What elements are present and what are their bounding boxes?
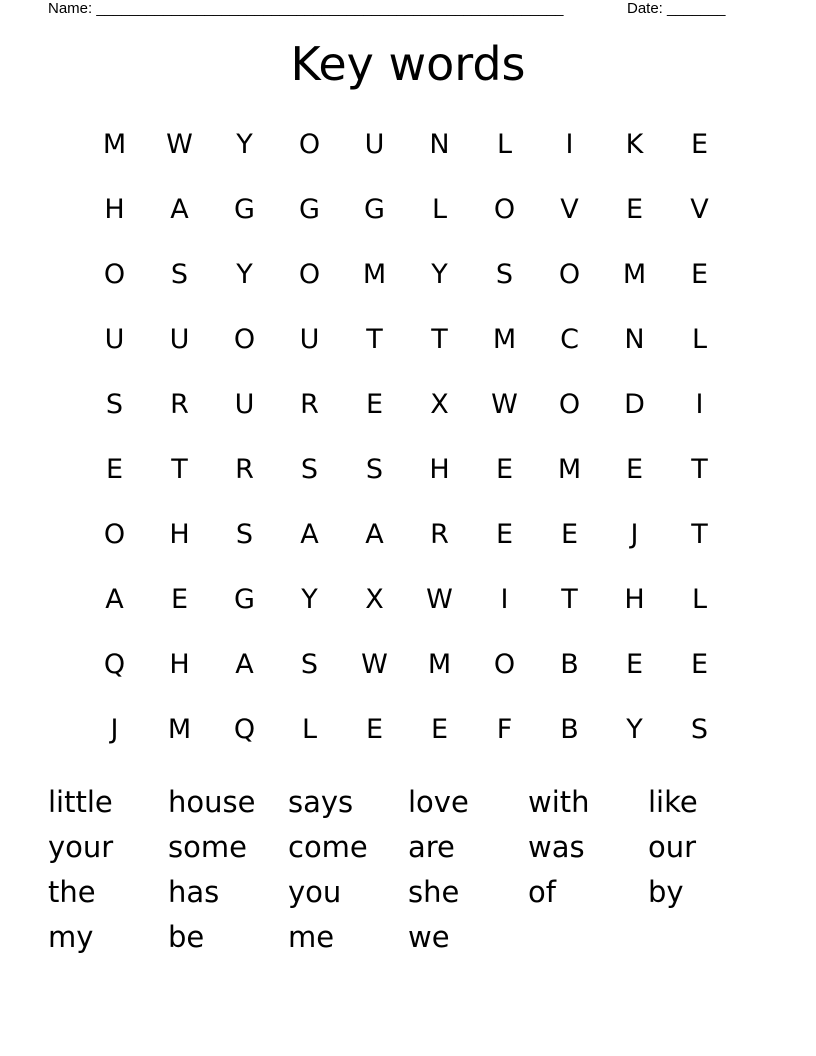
- grid-letter: T: [561, 584, 578, 615]
- grid-letter: E: [170, 584, 189, 615]
- grid-letter: A: [235, 649, 254, 680]
- grid-letter: J: [630, 519, 639, 550]
- page-title: Key words: [290, 37, 526, 91]
- grid-letter: S: [365, 454, 384, 485]
- grid-letter: R: [430, 519, 449, 550]
- grid-letter: Y: [626, 714, 643, 745]
- grid-letter: M: [557, 454, 582, 485]
- grid-letter: H: [429, 454, 450, 485]
- word-bank-item: you: [288, 875, 342, 909]
- grid-letter: S: [495, 259, 514, 290]
- grid-letter: E: [430, 714, 449, 745]
- grid-letter: E: [105, 454, 124, 485]
- grid-letter: H: [169, 649, 190, 680]
- grid-letter: U: [364, 129, 385, 160]
- grid-letter: K: [625, 129, 644, 160]
- word-bank-item: my: [48, 920, 94, 954]
- grid-letter: X: [365, 584, 384, 615]
- grid-letter: E: [690, 129, 709, 160]
- grid-letter: L: [301, 714, 318, 745]
- word-bank-item: little: [48, 785, 113, 819]
- word-bank-item: was: [528, 830, 585, 864]
- word-bank-item: our: [648, 830, 697, 864]
- grid-letter: O: [558, 389, 581, 420]
- grid-letter: I: [500, 584, 509, 615]
- grid-letter: O: [103, 259, 126, 290]
- grid-letter: T: [691, 519, 708, 550]
- date-field-line: Date: _______: [627, 0, 726, 17]
- word-bank-item: has: [168, 875, 220, 909]
- grid-letter: E: [365, 389, 384, 420]
- grid-letter: O: [103, 519, 126, 550]
- grid-letter: E: [495, 519, 514, 550]
- grid-letter: E: [625, 194, 644, 225]
- grid-letter: E: [690, 259, 709, 290]
- grid-letter: O: [493, 194, 516, 225]
- word-bank-item: come: [288, 830, 368, 864]
- grid-letter: R: [300, 389, 319, 420]
- grid-letter: L: [496, 129, 513, 160]
- grid-letter: Y: [236, 259, 253, 290]
- grid-letter: Q: [233, 714, 256, 745]
- grid-letter: L: [691, 324, 708, 355]
- grid-letter: E: [690, 649, 709, 680]
- grid-letter: U: [104, 324, 125, 355]
- word-bank-item: [648, 916, 768, 961]
- grid-letter: X: [430, 389, 449, 420]
- grid-letter: M: [427, 649, 452, 680]
- grid-letter: S: [300, 454, 319, 485]
- grid-letter: R: [170, 389, 189, 420]
- word-bank-item: house: [168, 785, 256, 819]
- grid-letter: G: [234, 584, 255, 615]
- grid-letter: V: [690, 194, 709, 225]
- word-bank-item: be: [168, 920, 205, 954]
- grid-letter: R: [235, 454, 254, 485]
- grid-letter: W: [166, 129, 193, 160]
- word-bank-item: me: [288, 920, 335, 954]
- grid-letter: T: [171, 454, 188, 485]
- grid-letter: M: [492, 324, 517, 355]
- grid-letter: S: [170, 259, 189, 290]
- grid-letter: S: [690, 714, 709, 745]
- grid-letter: Y: [431, 259, 448, 290]
- grid-letter: T: [366, 324, 383, 355]
- grid-letter: G: [364, 194, 385, 225]
- word-bank-item: we: [408, 920, 450, 954]
- word-search-grid: [82, 112, 732, 762]
- grid-letter: S: [105, 389, 124, 420]
- grid-letter: T: [691, 454, 708, 485]
- name-field-line: Name: ________________________________________________________: [48, 0, 564, 17]
- word-bank-item: are: [408, 830, 455, 864]
- grid-letter: G: [299, 194, 320, 225]
- grid-letter: O: [233, 324, 256, 355]
- grid-letter: L: [431, 194, 448, 225]
- grid-letter: H: [169, 519, 190, 550]
- grid-letter: N: [429, 129, 450, 160]
- grid-letter: M: [362, 259, 387, 290]
- grid-letter: H: [624, 584, 645, 615]
- grid-letter: O: [298, 129, 321, 160]
- grid-letter: C: [560, 324, 579, 355]
- grid-letter: I: [565, 129, 574, 160]
- grid-letter: A: [300, 519, 319, 550]
- grid-letter: M: [167, 714, 192, 745]
- word-bank-item: of: [528, 875, 556, 909]
- grid-letter: Q: [103, 649, 126, 680]
- word-bank-item: the: [48, 875, 96, 909]
- grid-letter: M: [102, 129, 127, 160]
- grid-letter: Y: [236, 129, 253, 160]
- grid-letter: N: [624, 324, 645, 355]
- grid-letter: B: [560, 714, 579, 745]
- word-bank-item: like: [648, 785, 698, 819]
- grid-letter: U: [234, 389, 255, 420]
- grid-letter: J: [110, 714, 119, 745]
- word-bank: [48, 781, 768, 961]
- grid-letter: W: [426, 584, 453, 615]
- grid-letter: U: [169, 324, 190, 355]
- grid-letter: L: [691, 584, 708, 615]
- grid-letter: H: [104, 194, 125, 225]
- grid-letter: T: [431, 324, 448, 355]
- grid-letter: M: [622, 259, 647, 290]
- grid-letter: A: [365, 519, 384, 550]
- word-bank-item: says: [288, 785, 354, 819]
- grid-letter: E: [560, 519, 579, 550]
- grid-letter: W: [361, 649, 388, 680]
- word-bank-item: your: [48, 830, 114, 864]
- grid-letter: G: [234, 194, 255, 225]
- grid-letter: O: [493, 649, 516, 680]
- grid-letter: D: [624, 389, 645, 420]
- grid-letter: U: [299, 324, 320, 355]
- grid-letter: A: [170, 194, 189, 225]
- word-bank-item: by: [648, 875, 684, 909]
- grid-letter: W: [491, 389, 518, 420]
- grid-letter: S: [300, 649, 319, 680]
- grid-letter: Y: [301, 584, 318, 615]
- word-bank-item: with: [528, 785, 590, 819]
- grid-letter: A: [105, 584, 124, 615]
- word-bank-item: she: [408, 875, 460, 909]
- grid-letter: O: [558, 259, 581, 290]
- grid-letter: E: [625, 454, 644, 485]
- grid-letter: B: [560, 649, 579, 680]
- grid-letter: E: [625, 649, 644, 680]
- word-bank-item: some: [168, 830, 247, 864]
- grid-letter: V: [560, 194, 579, 225]
- grid-letter: F: [496, 714, 513, 745]
- grid-letter: I: [695, 389, 704, 420]
- grid-letter: O: [298, 259, 321, 290]
- word-bank-item: [528, 916, 648, 961]
- grid-letter: S: [235, 519, 254, 550]
- word-bank-item: love: [408, 785, 469, 819]
- grid-letter: E: [495, 454, 514, 485]
- grid-letter: E: [365, 714, 384, 745]
